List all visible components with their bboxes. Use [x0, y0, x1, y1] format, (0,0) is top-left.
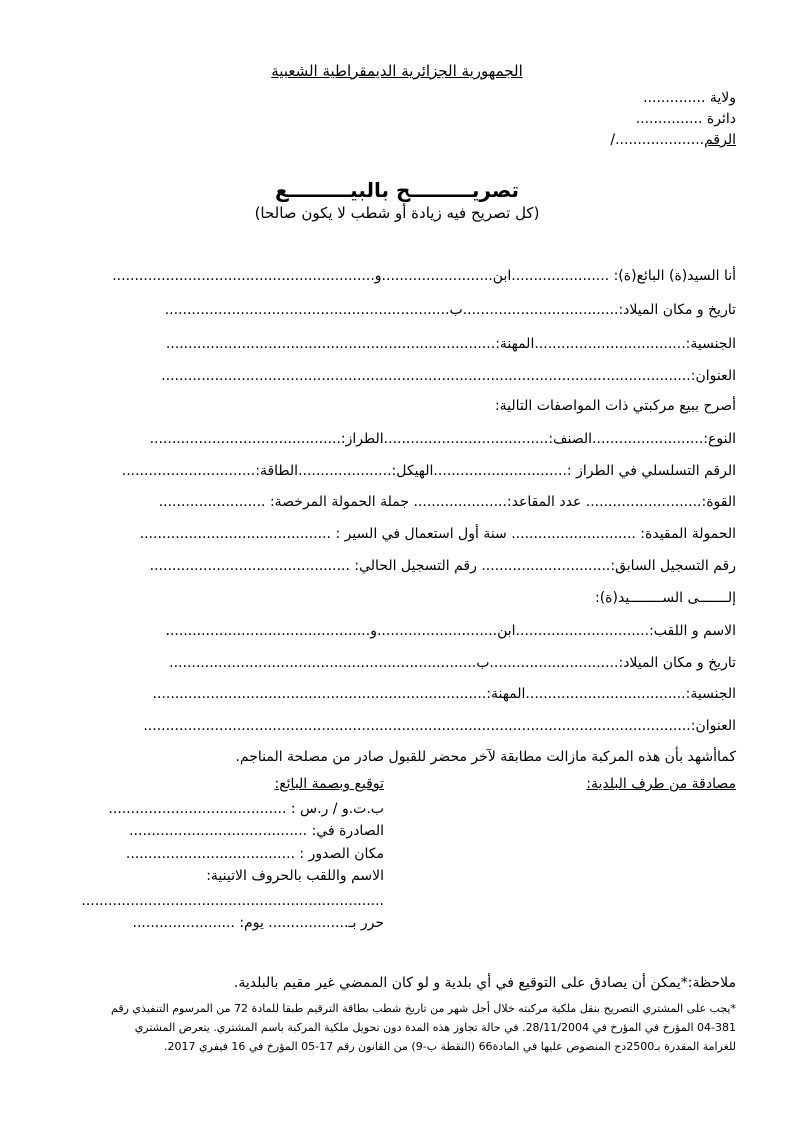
note-main: ملاحظة:*يمكن أن يصادق على التوقيع في أي بلدية و لو كان الممضي غير مقيم بالبلدية. [233, 975, 736, 991]
note-fine-line-1: *يجب على المشتري التصريح بنقل ملكية مركبته خلال أجل شهر من تاريخ شطب بطاقة الترقيم طبقا للمادة 72 من المرسوم التنفيذي رقم [111, 1002, 736, 1015]
latin-name-dots: .................................................................... [81, 893, 384, 909]
note-fine-line-3: للغرامة المقدرة بـ2500دج المنصوص عليها في المادة66 (النقطة ب-9) من القانون رقم 17-05 المؤرخ في 16 فيفري 2017. [164, 1040, 736, 1053]
id-card-line: ب.ت.و / ر.س : ........................................ [108, 801, 384, 817]
seller-address-line: العنوان:....................................................................................................................... [161, 368, 736, 384]
vehicle-load-line: الحمولة المقيدة: ............................ سنة أول استعمال في السير : ........................................... [139, 526, 736, 542]
vehicle-registration-line: رقم التسجيل السابق:............................. رقم التسجيل الحالي: ............................................. [149, 558, 736, 574]
done-at-line: حرر بـ.................. يوم: ....................... [132, 915, 384, 931]
number-label: الرقم [704, 132, 736, 148]
seller-birth-line: تاريخ و مكان الميلاد:...................................ب................................................................ [164, 302, 736, 318]
seller-name-line: أنا السيد(ة) البائع(ة): ......................ابن.........................و........................................................... [112, 268, 736, 284]
issue-place-line: مكان الصدور : ...................................... [125, 846, 384, 862]
document-subtitle: (كل تصريح فيه زيادة أو شطب لا يكون صالحا) [254, 204, 540, 222]
buyer-name-line: الاسم و اللقب:..............................ابن...........................و.............................................. [165, 623, 736, 639]
certify-line: كماأشهد بأن هذه المركبة مازالت مطابقة لآخر محضر للقبول صادر من مصلحة المناجم. [235, 749, 736, 765]
vehicle-type-line: النوع:.........................الصنف:.....................................الطراز:........................................... [149, 431, 736, 447]
buyer-nationality-line: الجنسية:....................................المهنة:........................................................................... [152, 686, 736, 702]
buyer-heading: إلـــــــى الســــــــيد(ة): [595, 590, 736, 606]
seller-signature-label: توقيع وبصمة البائع: [274, 776, 384, 792]
number-dots: ..................../ [610, 132, 705, 148]
declare-sale-line: أصرح ببيع مركبتي ذات المواصفات التالية: [494, 398, 736, 414]
number-line [610, 132, 736, 148]
issued-in-line: الصادرة في: ........................................ [129, 823, 384, 839]
document-title: تصريـــــــــح بالبيـــــــــع [274, 178, 520, 202]
wilaya-line: ولاية .............. [643, 90, 736, 106]
republic-title: الجمهورية الجزائرية الديمقراطية الشعبية [271, 62, 523, 80]
vehicle-power-line: القوة:.......................... عدد المقاعد:..................... جملة الحمولة المرخصة: ........................ [158, 494, 736, 510]
daira-line: دائرة ............... [635, 111, 736, 127]
buyer-birth-line: تاريخ و مكان الميلاد:.............................ب..................................................................... [169, 655, 736, 671]
buyer-address-line: العنوان:........................................................................................................................... [143, 718, 736, 734]
latin-name-label: الاسم واللقب بالحروف الاتينية: [206, 868, 384, 884]
municipality-certification-label: مصادقة من طرف البلدية: [586, 776, 736, 792]
seller-nationality-line: الجنسية:..................................المهنة:.......................................................................... [165, 336, 736, 352]
note-fine-line-2: 04-381 المؤرخ في المؤرخ في 28/11/2004. في حالة تجاوز هذه المدة دون تحويل ملكية المركبة باسم المشتري. يتعرض المشتري [134, 1021, 736, 1034]
vehicle-serial-line: الرقم التسلسلي في الطراز :..............................الهيكل:.....................الطاقة:.............................. [121, 463, 736, 479]
